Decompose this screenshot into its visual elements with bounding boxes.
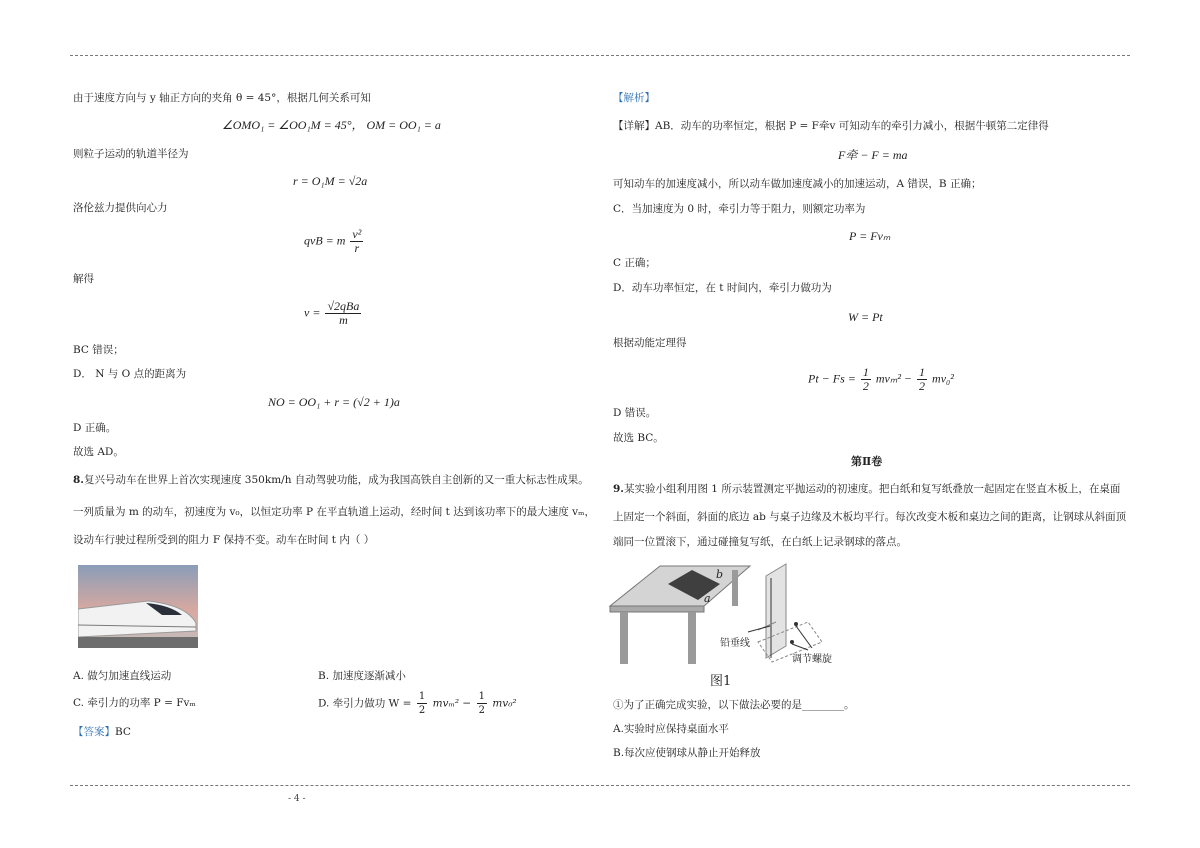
equation: P = Fvₘ xyxy=(849,229,891,243)
text-line: ①为了正确完成实验，以下做法必要的是________。 xyxy=(613,699,855,711)
text-line: 可知动车的加速度减小，所以动车做加速度减小的加速运动，A 错误，B 正确； xyxy=(613,178,982,190)
equation: W = Pt xyxy=(848,310,883,324)
analysis-tag: 【解析】 xyxy=(613,92,655,104)
text-line: 端同一位置滚下，通过碰撞复写纸，在白纸上记录钢球的落点。 xyxy=(613,536,907,548)
text-line: D 正确。 xyxy=(73,422,117,434)
option-d: D. 牵引力做功 W = $\frac{1}{2}$ mvₘ² − $\frac{1}{2}$ mv₀² xyxy=(318,691,517,716)
text-line: C 正确； xyxy=(613,257,656,269)
option-a: A. 做匀加速直线运动 xyxy=(73,670,172,682)
equation: ∠OMO₁ = ∠OO₁M = 45°， OM = OO₁ = a xyxy=(222,118,441,132)
text-line: 一列质量为 m 的动车，初速度为 v₀，以恒定功率 P 在平直轨道上运动，经时间 t 达到该功率下的最大速度 vₘ， xyxy=(73,506,595,518)
text-line: 故选 AD。 xyxy=(73,446,124,458)
label-adjust-screw: 调节螺旋 xyxy=(792,654,832,665)
section-title: 第Ⅱ卷 xyxy=(851,455,883,468)
text-line: D． N 与 O 点的距离为 xyxy=(73,368,187,380)
answer-tag: 【答案】 xyxy=(73,726,115,738)
answer-line xyxy=(73,725,131,739)
page-number: - 4 - xyxy=(288,794,306,804)
text-line: 根据动能定理得 xyxy=(613,337,687,349)
train-photo xyxy=(78,565,198,648)
text-line: A.实验时应保持桌面水平 xyxy=(613,723,729,735)
top-divider xyxy=(70,55,1130,56)
label-a: a xyxy=(704,592,711,605)
label-b: b xyxy=(716,568,724,581)
equation: r = O₁M = √2a xyxy=(293,174,368,188)
text-line: 上固定一个斜面，斜面的底边 ab 与桌子边缘及木板均平行。每次改变木板和桌边之间的距离，让钢球从斜面顶 xyxy=(613,511,1127,523)
equation: NO = OO₁ + r = (√2 + 1)a xyxy=(268,395,400,409)
equation-fraction: Pt − Fs = $\frac{1}{2}$ mvₘ² − $\frac{1}{2}$ mv₀² xyxy=(808,365,954,393)
text-line: 故选 BC。 xyxy=(613,432,664,444)
equation: F牵 − F = ma xyxy=(838,148,908,162)
equation-fraction: v = $\frac{\text{√2qBa}}{m}$ xyxy=(304,299,360,327)
text-line: B.每次应使钢球从静止开始释放 xyxy=(613,747,761,759)
text-line: 【详解】AB．动车的功率恒定，根据 P = F牵v 可知动车的牵引力减小，根据牛顿第二定律得 xyxy=(613,120,1049,132)
figure-caption: 图1 xyxy=(710,674,732,689)
text-line: D 错误。 xyxy=(613,407,657,419)
text-line: 则粒子运动的轨道半径为 xyxy=(73,148,189,160)
answer-value: BC xyxy=(115,726,131,738)
option-c: C. 牵引力的功率 P = Fvₘ xyxy=(73,697,196,709)
text-line: 洛伦兹力提供向心力 xyxy=(73,202,168,214)
option-b: B. 加速度逐渐减小 xyxy=(318,670,406,682)
text-line: 设动车行驶过程所受到的阻力 F 保持不变。动车在时间 t 内（ ） xyxy=(73,534,375,546)
figure-1-apparatus xyxy=(608,562,838,690)
equation-fraction: qvB = m $\frac{\text{v²}}{r}$ xyxy=(304,227,362,255)
text-line: 解得 xyxy=(73,273,94,285)
label-plumb-line: 铅垂线 xyxy=(720,638,750,649)
text-line: C．当加速度为 0 时，牵引力等于阻力，则额定功率为 xyxy=(613,203,866,215)
text-line: 由于速度方向与 y 轴正方向的夹角 θ = 45°，根据几何关系可知 xyxy=(73,92,371,104)
question-8-line: 8.复兴号动车在世界上首次实现速度 350km/h 自动驾驶功能，成为我国高铁自主创新的又一重大标志性成果。 xyxy=(73,474,589,486)
text-line: D．动车功率恒定，在 t 时间内，牵引力做功为 xyxy=(613,282,832,294)
bottom-divider xyxy=(70,785,1130,786)
question-9-line: 9.某实验小组利用图 1 所示装置测定平抛运动的初速度。把白纸和复写纸叠放一起固定在竖直木板上，在桌面 xyxy=(613,483,1121,495)
text-line: BC 错误； xyxy=(73,344,124,356)
